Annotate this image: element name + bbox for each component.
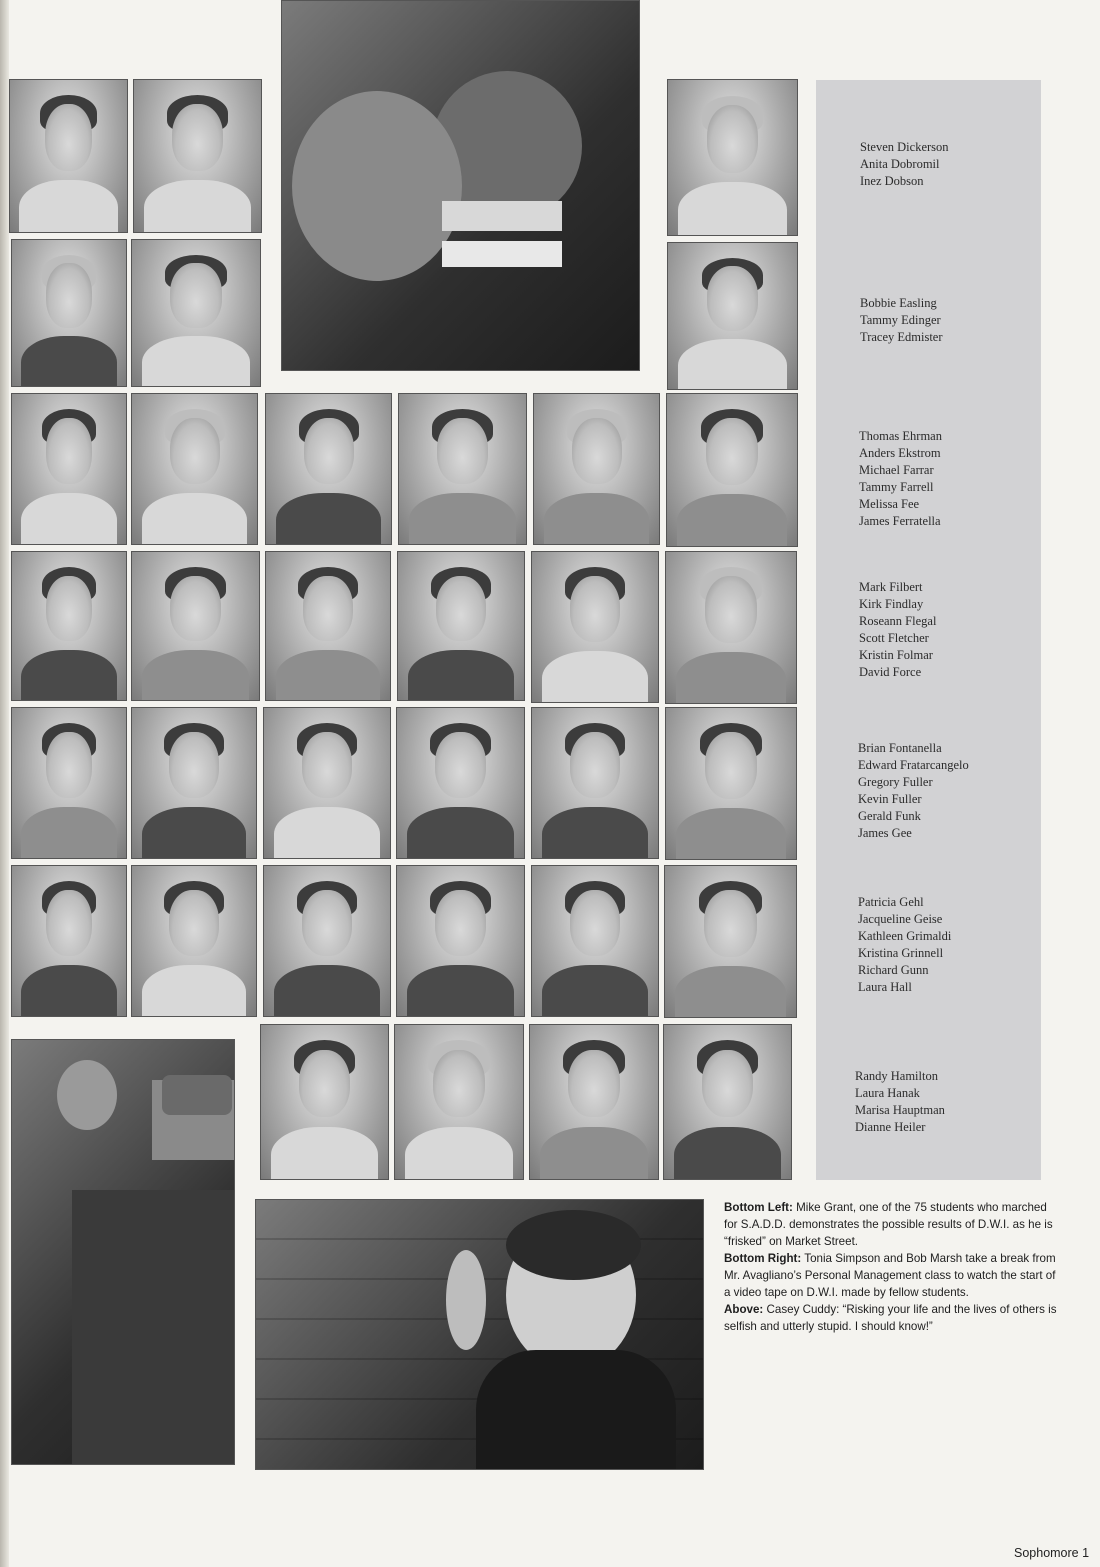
portrait-photo <box>9 79 128 233</box>
portrait-photo <box>11 393 127 545</box>
student-name: Richard Gunn <box>858 963 929 977</box>
name-group <box>859 428 942 530</box>
caption-bottom-right-label: Bottom Right: <box>724 1252 802 1265</box>
portrait-photo <box>667 242 798 390</box>
student-name: Jacqueline Geise <box>858 912 943 926</box>
student-name: Anita Dobromil <box>860 157 940 171</box>
portrait-photo <box>265 393 392 545</box>
student-name: Marisa Hauptman <box>855 1103 945 1117</box>
caption-bottom-left-text: Mike Grant, one of the 75 students who marched for S.A.D.D. demonstrates the possible results of D.W.I. as he is “frisked” on Market Street. <box>724 1201 1053 1248</box>
portrait-photo <box>131 865 257 1017</box>
portrait-photo <box>131 393 258 545</box>
page-footer: Sophomore 1 <box>1014 1546 1090 1560</box>
portrait-photo <box>664 865 797 1018</box>
student-name: Laura Hall <box>858 980 912 994</box>
student-name: Kathleen Grimaldi <box>858 929 952 943</box>
portrait-photo <box>131 239 261 387</box>
candid-photo-top <box>281 0 640 371</box>
caption-above-text: Casey Cuddy: “Risking your life and the lives of others is selfish and utterly stupid. I should know!” <box>724 1303 1057 1333</box>
portrait-photo <box>529 1024 659 1180</box>
portrait-photo <box>533 393 660 545</box>
student-name: Inez Dobson <box>860 174 924 188</box>
name-group <box>859 579 936 681</box>
student-name: Tracey Edmister <box>860 330 943 344</box>
student-name: Kristina Grinnell <box>858 946 944 960</box>
student-name: Anders Ekstrom <box>859 446 941 460</box>
portrait-photo <box>531 551 659 703</box>
student-name: Roseann Flegal <box>859 614 937 628</box>
name-group <box>858 894 951 996</box>
student-name: Gerald Funk <box>858 809 921 823</box>
student-name: Kirk Findlay <box>859 597 924 611</box>
student-name: Tammy Farrell <box>859 480 934 494</box>
portrait-photo <box>263 707 391 859</box>
student-name: Tammy Edinger <box>860 313 941 327</box>
portrait-photo <box>667 79 798 236</box>
student-name: Brian Fontanella <box>858 741 942 755</box>
student-name: Bobbie Easling <box>860 296 937 310</box>
portrait-photo <box>394 1024 524 1180</box>
portrait-photo <box>396 865 525 1017</box>
caption-bottom-left-label: Bottom Left: <box>724 1201 793 1214</box>
portrait-photo <box>665 707 797 860</box>
candid-photo-bottom-left <box>11 1039 235 1465</box>
portrait-photo <box>397 551 525 701</box>
student-name: Edward Fratarcangelo <box>858 758 969 772</box>
page-binding-edge <box>0 0 9 1567</box>
portrait-photo <box>260 1024 389 1180</box>
student-name: Patricia Gehl <box>858 895 924 909</box>
student-name: David Force <box>859 665 922 679</box>
portrait-photo <box>131 551 260 701</box>
name-group <box>860 139 949 190</box>
student-name: Randy Hamilton <box>855 1069 938 1083</box>
student-name: Kevin Fuller <box>858 792 922 806</box>
photo-caption <box>724 1199 1059 1335</box>
student-name: James Ferratella <box>859 514 941 528</box>
portrait-photo <box>133 79 262 233</box>
portrait-photo <box>665 551 797 704</box>
name-group <box>858 740 969 842</box>
student-name: Thomas Ehrman <box>859 429 942 443</box>
portrait-photo <box>11 865 127 1017</box>
portrait-photo <box>398 393 527 545</box>
student-name: Mark Filbert <box>859 580 923 594</box>
portrait-photo <box>11 239 127 387</box>
portrait-photo <box>396 707 525 859</box>
caption-above-label: Above: <box>724 1303 764 1316</box>
student-name: Dianne Heiler <box>855 1120 926 1134</box>
portrait-photo <box>531 865 659 1017</box>
student-name: James Gee <box>858 826 912 840</box>
student-name: Laura Hanak <box>855 1086 920 1100</box>
student-name: Melissa Fee <box>859 497 920 511</box>
caption-bottom-right-text: Tonia Simpson and Bob Marsh take a break from Mr. Avagliano’s Personal Management class to watch the start of a video tape on D.W.I. made by fellow students. <box>724 1252 1056 1299</box>
name-group <box>860 295 943 346</box>
portrait-photo <box>531 707 659 859</box>
name-group <box>855 1068 945 1136</box>
portrait-photo <box>131 707 257 859</box>
student-name: Michael Farrar <box>859 463 934 477</box>
student-name: Scott Fletcher <box>859 631 929 645</box>
student-name: Steven Dickerson <box>860 140 949 154</box>
candid-photo-bottom-right <box>255 1199 704 1470</box>
student-name: Gregory Fuller <box>858 775 933 789</box>
student-name: Kristin Folmar <box>859 648 933 662</box>
portrait-photo <box>663 1024 792 1180</box>
portrait-photo <box>11 707 127 859</box>
portrait-photo <box>666 393 798 547</box>
portrait-photo <box>265 551 391 701</box>
portrait-photo <box>11 551 127 701</box>
portrait-photo <box>263 865 391 1017</box>
